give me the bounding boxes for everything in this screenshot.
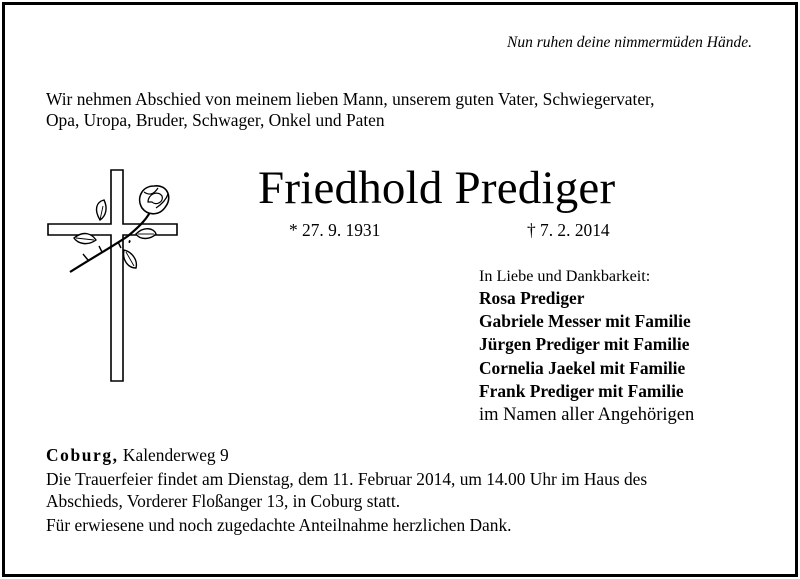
thanks-text: Für erwiesene und noch zugedachte Anteilnahme herzlichen Dank. [46,515,512,535]
mourner-entry: Cornelia Jaekel mit Familie [479,357,686,378]
address-city: Coburg, [46,445,119,465]
mourner-entry: Rosa Prediger [479,288,585,308]
mourner-entry: Jürgen Prediger mit Familie [479,334,690,355]
mourner-entry: Gabriele Messer mit Familie [479,311,691,332]
funeral-info [46,468,756,512]
mourners-block [479,265,694,427]
funeral-line-1: Die Trauerfeier findet am Dienstag, dem 11. Februar 2014, um 14.00 Uhr im Haus des [46,469,648,489]
motto-quote: Nun ruhen deine nimmermüden Hände. [507,34,752,51]
intro-text [46,89,756,131]
address-street: Kalenderweg 9 [122,445,229,465]
death-date: † 7. 2. 2014 [527,220,610,240]
mourners-intro: In Liebe und Dankbarkeit: [479,267,651,285]
address [46,445,229,466]
cross-with-rose-icon [44,168,180,384]
intro-line-1: Wir nehmen Abschied von meinem lieben Mann, unserem guten Vater, Schwiegervater, [46,89,655,109]
mourners-outro: im Namen aller Angehörigen [479,405,695,426]
deceased-name: Friedhold Prediger [258,162,616,214]
birth-date: * 27. 9. 1931 [289,220,381,240]
funeral-line-2: Abschieds, Vorderer Floßanger 13, in Coburg statt. [46,491,401,511]
mourner-entry: Frank Prediger mit Familie [479,380,684,401]
intro-line-2: Opa, Uropa, Bruder, Schwager, Onkel und Paten [46,110,385,130]
